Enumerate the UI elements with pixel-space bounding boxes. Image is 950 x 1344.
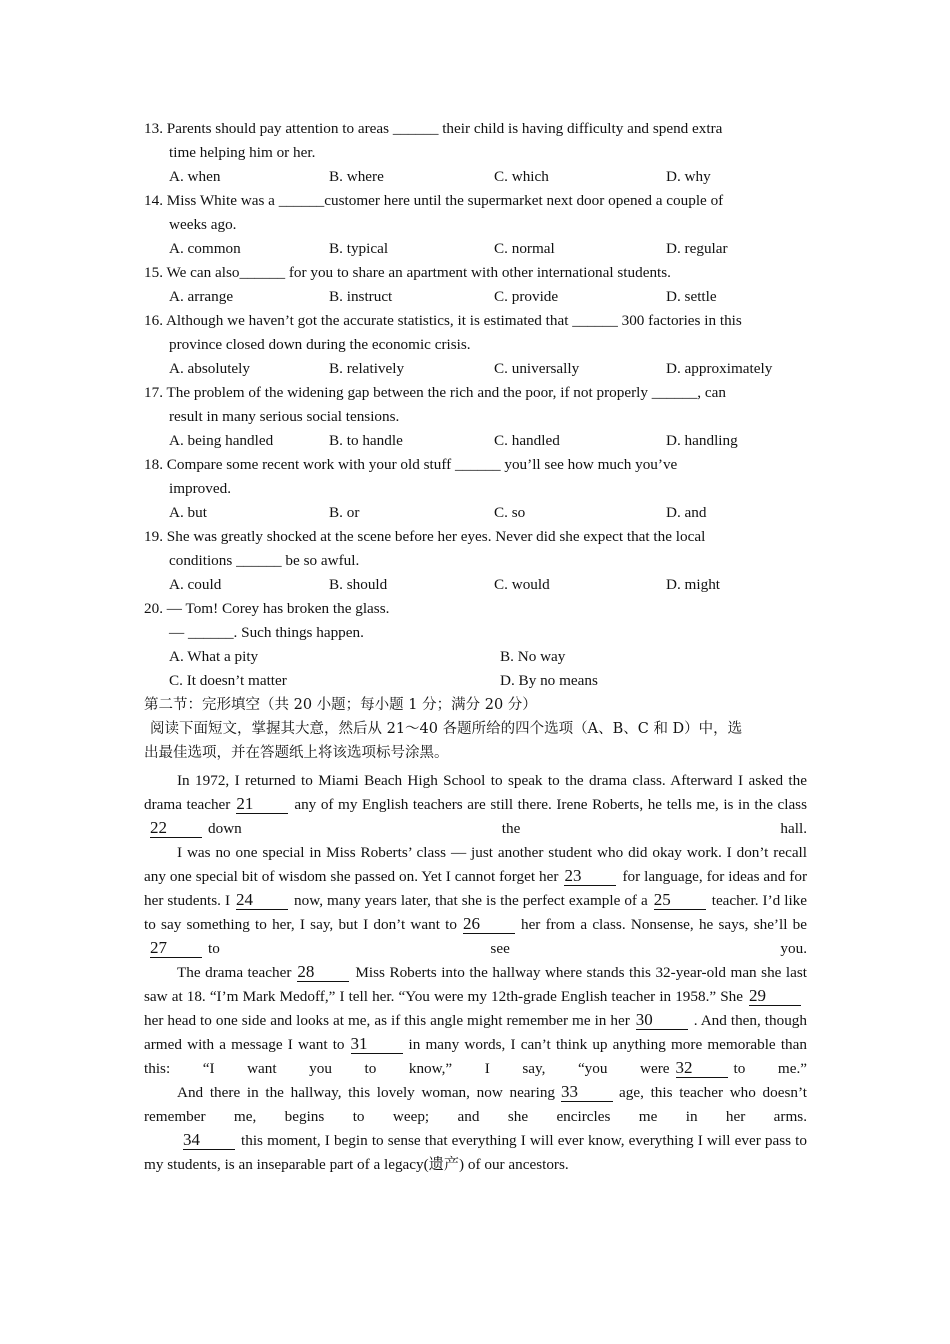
multiple-choice-section: [144, 117, 807, 597]
option-c: C. normal: [494, 240, 555, 257]
blank-34: 34: [183, 1131, 235, 1150]
question-19: [144, 525, 807, 597]
passage-text: In 1972, I returned to Miami Beach High School to speak to the drama class. Afterward I asked the drama teacher: [144, 772, 807, 813]
options-row: [144, 285, 807, 309]
option-c: C. universally: [494, 360, 580, 377]
option-b: B. should: [329, 576, 388, 593]
options-row: [144, 573, 807, 597]
option-a: A. could: [169, 576, 222, 593]
passage-paragraph-1: [144, 769, 807, 841]
passage-paragraph-2: [144, 841, 807, 961]
option-d: D. approximately: [666, 360, 773, 377]
option-d: D. and: [666, 504, 707, 521]
options-row: [144, 429, 807, 453]
question-stem: 14. Miss White was a ______customer here until the supermarket next door opened a couple of: [144, 192, 724, 209]
question-18: [144, 453, 807, 525]
passage-text: her head to one side and looks at me, as if this angle might remember me in her: [144, 1012, 630, 1029]
option-b: B. or: [329, 504, 360, 521]
blank-27: 27: [150, 939, 202, 958]
question-stem: 15. We can also______ for you to share an apartment with other international students.: [144, 264, 671, 281]
option-c: C. provide: [494, 288, 559, 305]
question-stem: 17. The problem of the widening gap between the rich and the poor, if not properly ______, can: [144, 384, 726, 401]
passage-text: now, many years later, that she is the perfect example of a: [294, 892, 648, 909]
options-row: [144, 237, 807, 261]
passage-text: age, this teacher who doesn’t remember me, begins to weep; and she encircles me in her arms.: [144, 1084, 807, 1125]
instruction-line1: 阅读下面短文，掌握其大意，然后从 21～40 各题所给的四个选项（A、B、C 和 D）中，选: [150, 721, 743, 737]
blank-32: 32: [676, 1059, 728, 1078]
question-stem-line2: province closed down during the economic crisis.: [169, 336, 471, 353]
passage-text: And there in the hallway, this lovely woman, now nearing: [177, 1084, 556, 1101]
options-row: [144, 357, 807, 381]
option-d: D. regular: [666, 240, 728, 257]
blank-25: 25: [654, 891, 706, 910]
blank-24: 24: [236, 891, 288, 910]
blank-22: 22: [150, 819, 202, 838]
option-c: C. which: [494, 168, 549, 185]
passage-text: I was no one special in Miss Roberts’ class — just another student who did okay work. I don’t recall any one special bit of wisdom she passed on. Yet I cannot forget her: [144, 844, 807, 885]
option-c: C. would: [494, 576, 550, 593]
question-15: [144, 261, 807, 309]
option-d: D. might: [666, 576, 721, 593]
blank-23: 23: [564, 867, 616, 886]
question-stem-line2: conditions ______ be so awful.: [169, 552, 360, 569]
blank-33: 33: [561, 1083, 613, 1102]
passage-text: down the hall.: [208, 820, 807, 837]
passage-text: for language, for ideas and for her students. I: [144, 868, 808, 909]
blank-28: 28: [297, 963, 349, 982]
option-a: A. being handled: [169, 432, 274, 449]
options-row: [144, 165, 807, 189]
option-a: A. absolutely: [169, 360, 250, 377]
passage-text: in many words, I can’t think up anything more memorable than this: “I want you to know,” I say, “you were: [144, 1036, 807, 1077]
passage-paragraph-4: [144, 1081, 807, 1129]
question-stem: 18. Compare some recent work with your old stuff ______ you’ll see how much you’ve: [144, 456, 678, 473]
question-stem: 16. Although we haven’t got the accurate statistics, it is estimated that ______ 300 factories in this: [144, 312, 742, 329]
option-a: A. What a pity: [169, 648, 259, 665]
option-d: D. By no means: [500, 672, 598, 689]
blank-31: 31: [351, 1035, 403, 1054]
blank-21: 21: [236, 795, 288, 814]
blank-26: 26: [463, 915, 515, 934]
option-b: B. No way: [500, 648, 566, 665]
question-17: [144, 381, 807, 453]
passage-text: The drama teacher: [177, 964, 292, 981]
question-stem-line2: improved.: [169, 480, 232, 497]
section-instruction: [144, 717, 807, 765]
option-a: A. when: [169, 168, 221, 185]
passage-paragraph-5: [144, 1129, 807, 1177]
question-stem: 20. — Tom! Corey has broken the glass.: [144, 600, 390, 617]
question-stem-line2: result in many serious social tensions.: [169, 408, 400, 425]
question-stem: 19. She was greatly shocked at the scene before her eyes. Never did she expect that the local: [144, 528, 706, 545]
passage-text: to me.”: [733, 1060, 807, 1077]
section-title: 第二节：完形填空（共 20 小题；每小题 1 分；满分 20 分）: [144, 697, 537, 713]
option-a: A. arrange: [169, 288, 234, 305]
option-a: A. common: [169, 240, 241, 257]
instruction-line2: 出最佳选项，并在答题纸上将该选项标号涂黑。: [144, 745, 449, 761]
blank-30: 30: [636, 1011, 688, 1030]
passage-text: any of my English teachers are still there. Irene Roberts, he tells me, is in the class: [294, 796, 808, 813]
option-b: B. relatively: [329, 360, 405, 377]
passage-text: to see you.: [208, 940, 807, 957]
option-c: C. so: [494, 504, 526, 521]
question-14: [144, 189, 807, 261]
passage-text: her from a class. Nonsense, he says, she’ll be: [520, 916, 807, 933]
question-stem-line2: — ______. Such things happen.: [169, 624, 364, 641]
option-b: B. typical: [329, 240, 389, 257]
question-stem-line2: weeks ago.: [169, 216, 237, 233]
option-b: B. where: [329, 168, 384, 185]
options-row: [144, 501, 807, 525]
question-13: [144, 117, 807, 189]
option-d: D. why: [666, 168, 711, 185]
option-a: A. but: [169, 504, 207, 521]
option-d: D. handling: [666, 432, 738, 449]
options-row: [144, 645, 807, 669]
blank-29: 29: [749, 987, 801, 1006]
passage-text: Miss Roberts into the hallway where stands this 32-year-old man she last saw at 18. “I’m Mark Medoff,” I tell her. “You were my 12th-grade English teacher in 1958.” She: [144, 964, 807, 1005]
option-b: B. instruct: [329, 288, 393, 305]
option-b: B. to handle: [329, 432, 403, 449]
passage-paragraph-3: [144, 961, 807, 1081]
question-stem-line2: time helping him or her.: [169, 144, 316, 161]
cloze-passage: [144, 769, 807, 1177]
option-d: D. settle: [666, 288, 717, 305]
question-stem: 13. Parents should pay attention to areas ______ their child is having difficulty and spend extra: [144, 120, 723, 137]
question-16: [144, 309, 807, 381]
passage-text: this moment, I begin to sense that everything I will ever know, everything I will ever pass to my students, is an inseparable part of a legacy(遗产) of our ancestors.: [144, 1132, 807, 1173]
options-row: [144, 669, 807, 693]
option-c: C. It doesn’t matter: [169, 672, 287, 689]
passage-text: teacher. I’d like to say something to her, I say, but I don’t want to: [144, 892, 808, 933]
passage-text: . And then, though armed with a message I want to: [144, 1012, 807, 1053]
option-c: C. handled: [494, 432, 560, 449]
question-20: [144, 597, 807, 693]
